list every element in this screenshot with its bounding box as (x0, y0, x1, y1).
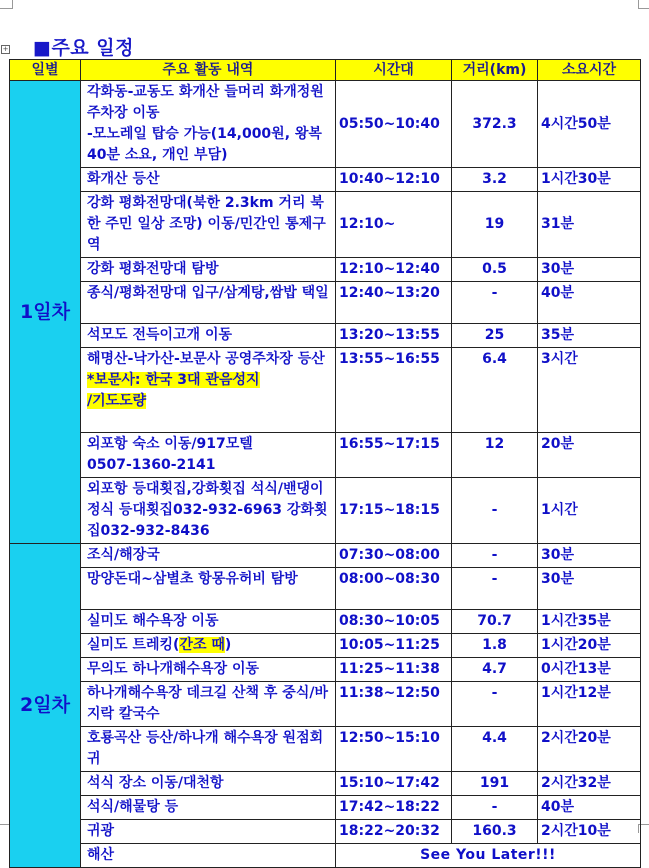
table-row (10, 433, 641, 478)
activity-cell (81, 568, 336, 610)
table-row (10, 348, 641, 433)
activity-text: 실미도 트레킹( (87, 637, 180, 653)
distance-cell: 12 (452, 433, 538, 478)
activity-text: 무의도 하나개해수욕장 이동 (87, 661, 260, 677)
activity-text: 조식/해장국 (87, 547, 160, 563)
schedule-table (9, 59, 641, 868)
duration-cell: 4시간50분 (538, 81, 641, 168)
table-row (10, 544, 641, 568)
activity-text: 강화 평화전망대(북한 2.3km 거리 북한 주민 일상 조망) 이동/민간인 통제구역 (87, 195, 326, 253)
table-row (10, 282, 641, 324)
distance-cell: 160.3 (452, 820, 538, 844)
final-row (10, 844, 641, 868)
header-day: 일별 (10, 60, 81, 81)
activity-text: 강화 평화전망대 탐방 (87, 261, 219, 277)
activity-cell (81, 634, 336, 658)
table-header-row (10, 60, 641, 81)
time-cell: 10:05~11:25 (336, 634, 452, 658)
distance-cell: 25 (452, 324, 538, 348)
activity-text: 하나개해수욕장 데크길 산책 후 중식/바지락 칼국수 (87, 685, 328, 722)
duration-cell: 1시간20분 (538, 634, 641, 658)
time-cell: 17:15~18:15 (336, 478, 452, 544)
distance-cell: - (452, 282, 538, 324)
duration-cell: 1시간35분 (538, 610, 641, 634)
duration-cell: 2시간20분 (538, 727, 641, 772)
distance-cell: 0.5 (452, 258, 538, 282)
activity-cell (81, 192, 336, 258)
distance-cell: 4.7 (452, 658, 538, 682)
distance-cell: 372.3 (452, 81, 538, 168)
time-cell: 07:30~08:00 (336, 544, 452, 568)
activity-text: 외포항 숙소 이동/917모텔 0507-1360-2141 (87, 436, 253, 473)
time-cell: 12:10~12:40 (336, 258, 452, 282)
table-row (10, 727, 641, 772)
header-activity: 주요 활동 내역 (81, 60, 336, 81)
distance-cell: - (452, 478, 538, 544)
time-cell: 12:40~13:20 (336, 282, 452, 324)
table-row (10, 81, 641, 168)
header-duration: 소요시간 (538, 60, 641, 81)
duration-cell: 1시간 (538, 478, 641, 544)
time-cell: 05:50~10:40 (336, 81, 452, 168)
day1-label: 1일차 (10, 81, 81, 544)
distance-cell: 6.4 (452, 348, 538, 433)
table-row (10, 258, 641, 282)
time-cell: 12:10~ (336, 192, 452, 258)
distance-cell: 4.4 (452, 727, 538, 772)
time-cell: 08:30~10:05 (336, 610, 452, 634)
activity-cell (81, 282, 336, 324)
activity-cell (81, 682, 336, 727)
distance-cell: 191 (452, 772, 538, 796)
time-cell: 11:38~12:50 (336, 682, 452, 727)
duration-cell: 35분 (538, 324, 641, 348)
table-row (10, 168, 641, 192)
distance-cell: 3.2 (452, 168, 538, 192)
duration-cell: 1시간30분 (538, 168, 641, 192)
duration-cell: 20분 (538, 433, 641, 478)
table-row (10, 772, 641, 796)
activity-text: 석모도 전득이고개 이동 (87, 327, 232, 343)
activity-cell (81, 324, 336, 348)
duration-cell: 40분 (538, 796, 641, 820)
activity-text: 실미도 해수욕장 이동 (87, 613, 219, 629)
table-anchor-icon[interactable]: + (2, 45, 9, 53)
activity-text: 종식/평화전망대 입구/삼계탕,쌈밥 택일 (87, 285, 329, 301)
time-cell: 13:20~13:55 (336, 324, 452, 348)
activity-text: 해명산-낙가산-보문사 공영주차장 등산 (87, 351, 325, 367)
day2-label: 2일차 (10, 544, 81, 868)
table-row (10, 324, 641, 348)
distance-cell: 70.7 (452, 610, 538, 634)
header-distance: 거리(km) (452, 60, 538, 81)
activity-cell (81, 658, 336, 682)
time-cell: 16:55~17:15 (336, 433, 452, 478)
time-cell: 11:25~11:38 (336, 658, 452, 682)
time-cell: 12:50~15:10 (336, 727, 452, 772)
page-corner-mark-top-right (638, 0, 649, 9)
activity-cell (81, 168, 336, 192)
activity-cell (81, 258, 336, 282)
table-row (10, 682, 641, 727)
activity-text: 귀광 (87, 823, 115, 839)
page-title: ■주요 일정 (33, 37, 134, 59)
duration-cell: 40분 (538, 282, 641, 324)
duration-cell: 30분 (538, 568, 641, 610)
page-corner-mark-top-left (0, 0, 13, 9)
activity-cell (81, 772, 336, 796)
activity-cell (81, 348, 336, 433)
duration-cell: 30분 (538, 258, 641, 282)
duration-cell: 31분 (538, 192, 641, 258)
activity-cell (81, 727, 336, 772)
distance-cell: - (452, 796, 538, 820)
activity-cell (81, 81, 336, 168)
distance-cell: - (452, 682, 538, 727)
activity-cell (81, 796, 336, 820)
time-cell: 18:22~20:32 (336, 820, 452, 844)
time-cell: 17:42~18:22 (336, 796, 452, 820)
activity-cell (81, 610, 336, 634)
activity-cell (81, 820, 336, 844)
table-row (10, 192, 641, 258)
activity-cell (81, 433, 336, 478)
activity-text: 외포항 등대횟집,강화횟집 석식/밴댕이정식 등대횟집032-932-6963 강화횟집032-932-8436 (87, 481, 328, 539)
table-row (10, 796, 641, 820)
duration-cell: 1시간12분 (538, 682, 641, 727)
activity-text: 화개산 등산 (87, 171, 160, 187)
farewell-message: See You Later!!! (336, 844, 641, 868)
table-row (10, 634, 641, 658)
table-row (10, 478, 641, 544)
duration-cell: 0시간13분 (538, 658, 641, 682)
distance-cell: 1.8 (452, 634, 538, 658)
activity-text: 석식/해물탕 등 (87, 799, 179, 815)
distance-cell: - (452, 544, 538, 568)
time-cell: 08:00~08:30 (336, 568, 452, 610)
activity-cell (81, 478, 336, 544)
activity-text: 석식 장소 이동/대천항 (87, 775, 224, 791)
distance-cell: 19 (452, 192, 538, 258)
activity-highlight: 간조 때 (179, 637, 225, 653)
activity-text-end: ) (224, 637, 232, 653)
table-row (10, 568, 641, 610)
table-row (10, 610, 641, 634)
activity-cell (81, 544, 336, 568)
table-row (10, 658, 641, 682)
time-cell: 13:55~16:55 (336, 348, 452, 433)
activity-text: 호룡곡산 등산/하나개 해수욕장 원점회귀 (87, 730, 324, 767)
header-time: 시간대 (336, 60, 452, 81)
duration-cell: 2시간10분 (538, 820, 641, 844)
activity-text: 각화동-교동도 화개산 들머리 화개정원 주차장 이동 -모노레일 탑승 가능(14,000원, 왕복 40분 소요, 개인 부담) (87, 84, 324, 163)
activity-text: 망양돈대~삼별초 항몽유허비 탐방 (87, 571, 298, 587)
activity-highlight-note: *보문사: 한국 3대 관음성지 /기도도량 (87, 372, 260, 409)
duration-cell: 2시간32분 (538, 772, 641, 796)
table-row (10, 820, 641, 844)
time-cell: 15:10~17:42 (336, 772, 452, 796)
time-cell: 10:40~12:10 (336, 168, 452, 192)
distance-cell: - (452, 568, 538, 610)
duration-cell: 30분 (538, 544, 641, 568)
duration-cell: 3시간 (538, 348, 641, 433)
final-activity: 해산 (81, 844, 336, 868)
